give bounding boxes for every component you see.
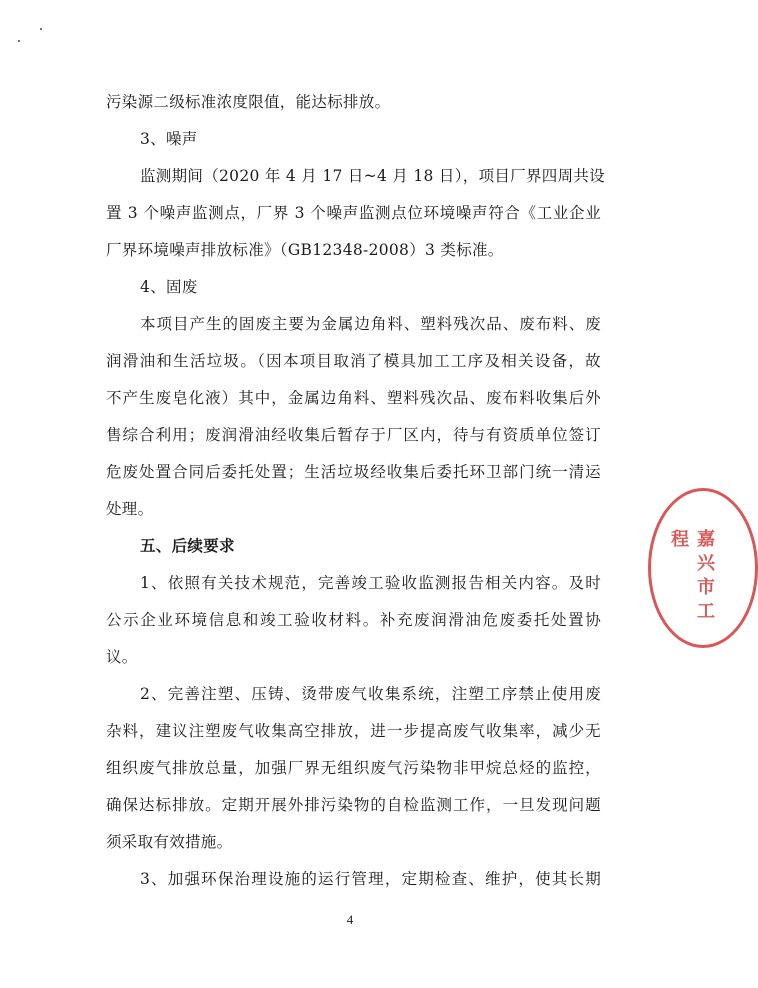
body-line: 3、加强环保治理设施的运行管理，定期检查、维护，使其长期 <box>140 870 601 888</box>
body-line: 不产生废皂化液）其中，金属边角料、塑料残次品、废布料收集后外 <box>106 389 601 407</box>
body-line: 2、完善注塑、压铸、烫带废气收集系统，注塑工序禁止使用废 <box>140 685 601 703</box>
seal-text: 嘉兴市工程 <box>668 529 715 625</box>
body-line: 杂料，建议注塑废气收集高空排放，进一步提高废气收集率，减少无 <box>106 722 601 740</box>
body-line: 议。 <box>106 648 138 666</box>
scan-speck <box>18 40 20 42</box>
body-line: 售综合利用；废润滑油经收集后暂存于厂区内，待与有资质单位签订 <box>106 426 601 444</box>
scan-speck <box>40 28 42 30</box>
body-line: 监测期间（2020 年 4 月 17 日~4 月 18 日），项目厂界四周共设 <box>140 167 605 185</box>
body-line: 污染源二级标准浓度限值，能达标排放。 <box>106 93 391 111</box>
body-line: 润滑油和生活垃圾。（因本项目取消了模具加工工序及相关设备，故 <box>106 352 601 370</box>
body-line: 本项目产生的固废主要为金属边角料、塑料残次品、废布料、废 <box>140 315 601 333</box>
body-line: 须采取有效措施。 <box>106 833 233 851</box>
body-line: 确保达标排放。定期开展外排污染物的自检监测工作，一旦发现问题 <box>106 796 601 814</box>
section-heading-solid-waste: 4、固废 <box>140 278 198 296</box>
body-line: 厂界环境噪声排放标准》（GB12348-2008）3 类标准。 <box>106 241 504 259</box>
body-line: 处理。 <box>106 500 154 518</box>
page-number: 4 <box>346 912 354 927</box>
body-line: 危废处置合同后委托处置；生活垃圾经收集后委托环卫部门统一清运 <box>106 463 601 481</box>
body-line: 公示企业环境信息和竣工验收材料。补充废润滑油危废委托处置协 <box>106 611 601 629</box>
section-heading-noise: 3、噪声 <box>140 130 198 148</box>
body-line: 组织废气排放总量，加强厂界无组织废气污染物非甲烷总烃的监控， <box>106 759 601 777</box>
official-seal <box>648 488 758 648</box>
body-line: 1、依照有关技术规范，完善竣工验收监测报告相关内容。及时 <box>140 574 601 592</box>
section-heading-follow-up: 五、后续要求 <box>140 536 235 555</box>
body-line: 置 3 个噪声监测点，厂界 3 个噪声监测点位环境噪声符合《工业企业 <box>106 204 601 222</box>
